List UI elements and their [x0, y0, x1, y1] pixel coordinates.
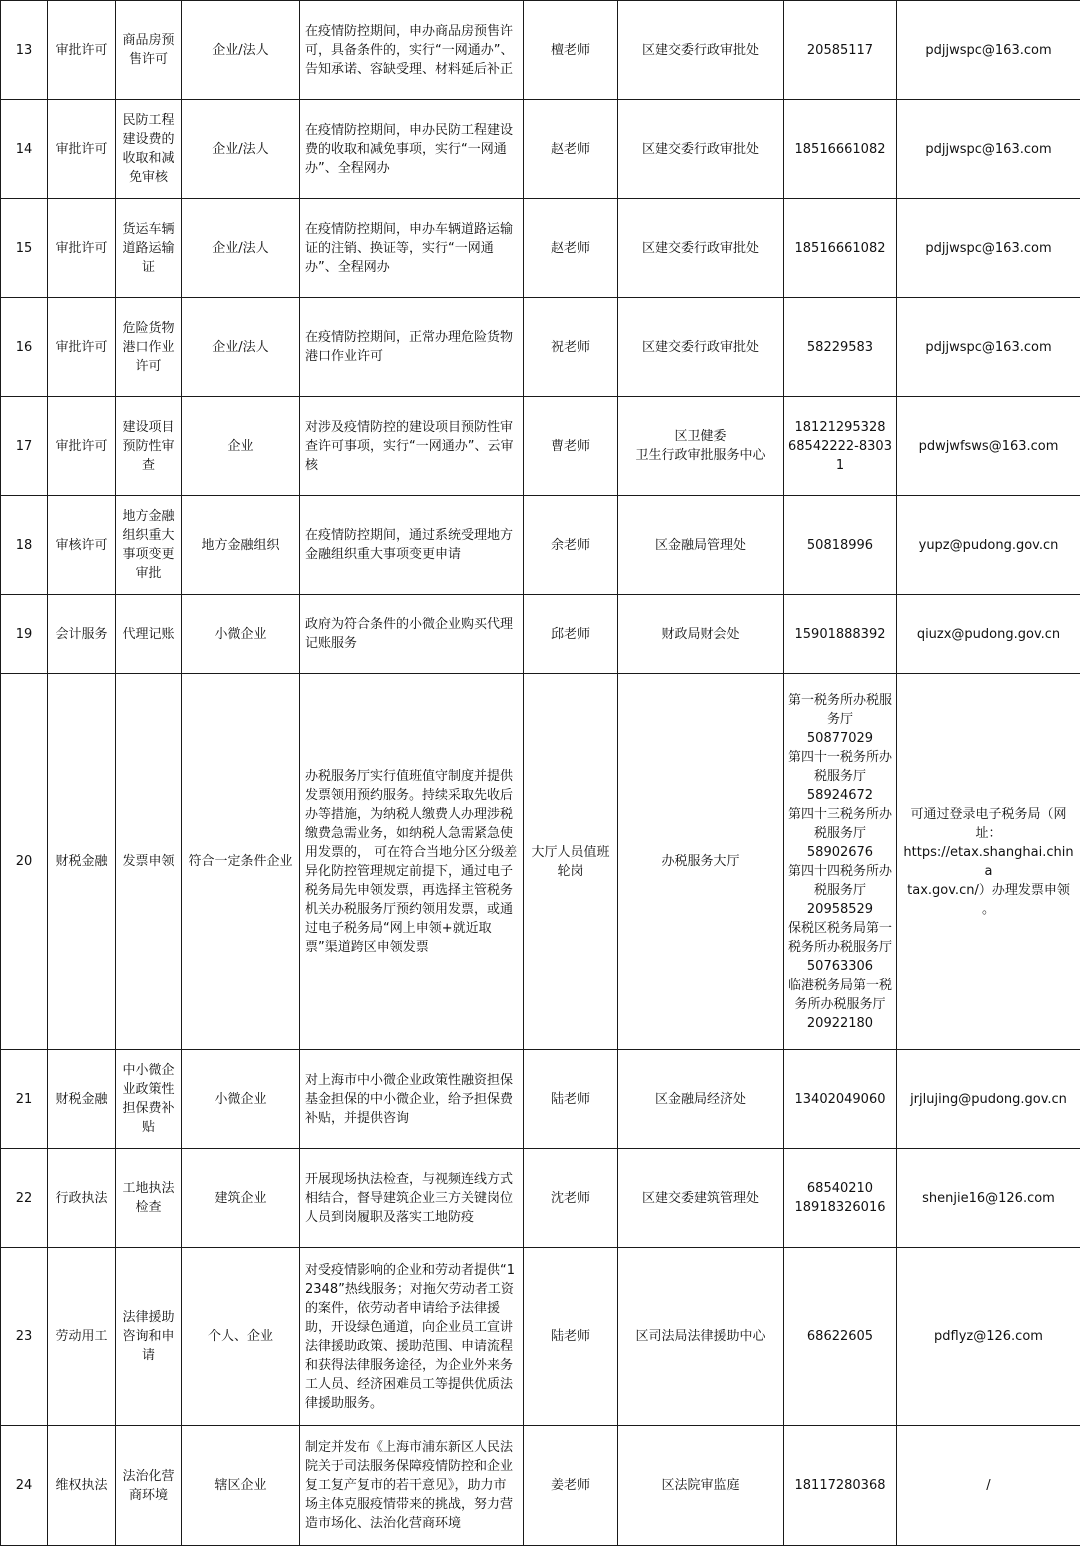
- contact-person-cell: 大厅人员值班轮岗: [524, 674, 618, 1050]
- row-number: 22: [1, 1149, 48, 1248]
- service-item-cell: 代理记账: [116, 595, 182, 674]
- email-cell-line: 可通过登录电子税务局（网: [900, 805, 1077, 824]
- table-row: [1, 199, 1080, 298]
- department-cell: 区建交委行政审批处: [618, 298, 784, 397]
- table-row: [1, 1426, 1080, 1546]
- table-row: [1, 100, 1080, 199]
- email-cell: /: [897, 1426, 1080, 1546]
- phone-cell-line: 临港税务局第一税: [787, 976, 893, 995]
- table-row: [1, 496, 1080, 595]
- table-row: [1, 1, 1080, 100]
- category-cell: 财税金融: [48, 1050, 116, 1149]
- email-cell: pdjjwspc@163.com: [897, 199, 1080, 298]
- email-cell: jrjlujing@pudong.gov.cn: [897, 1050, 1080, 1149]
- phone-cell-line: 18121295328: [787, 418, 893, 437]
- target-group-cell: 小微企业: [182, 1050, 300, 1149]
- department-cell: 区司法局法律援助中心: [618, 1248, 784, 1426]
- target-group-cell: 企业/法人: [182, 1, 300, 100]
- phone-cell-line: 58902676: [787, 843, 893, 862]
- category-cell: 审批许可: [48, 397, 116, 496]
- table-row: [1, 595, 1080, 674]
- table-row: [1, 1248, 1080, 1426]
- table-row: [1, 298, 1080, 397]
- department-cell: 区金融局经济处: [618, 1050, 784, 1149]
- contact-person-cell: 檀老师: [524, 1, 618, 100]
- phone-cell: 18516661082: [784, 199, 897, 298]
- department-cell: [618, 397, 784, 496]
- category-cell: 维权执法: [48, 1426, 116, 1546]
- phone-cell-line: 第一税务所办税服: [787, 691, 893, 710]
- description-cell: 对受疫情影响的企业和劳动者提供“12348”热线服务；对拖欠劳动者工资的案件，依劳动者申请给予法律援助，开设绿色通道，向企业员工宣讲法律援助政策、援助范围、申请流程和获得法律服务途径，为企业外来务工人员、经济困难员工等提供优质法律援助服务。: [300, 1248, 524, 1426]
- phone-cell: 15901888392: [784, 595, 897, 674]
- phone-cell: 18516661082: [784, 100, 897, 199]
- email-cell: pdjjwspc@163.com: [897, 298, 1080, 397]
- department-cell: 区建交委行政审批处: [618, 1, 784, 100]
- target-group-cell: 个人、企业: [182, 1248, 300, 1426]
- service-item-cell: 发票申领: [116, 674, 182, 1050]
- phone-cell: 20585117: [784, 1, 897, 100]
- phone-cell-line: 税服务厅: [787, 824, 893, 843]
- target-group-cell: 企业/法人: [182, 199, 300, 298]
- category-cell: 行政执法: [48, 1149, 116, 1248]
- contact-person-cell: 赵老师: [524, 199, 618, 298]
- row-number: 18: [1, 496, 48, 595]
- contact-person-cell: 陆老师: [524, 1050, 618, 1149]
- table-row: [1, 397, 1080, 496]
- service-item-cell: 危险货物港口作业许可: [116, 298, 182, 397]
- category-cell: 审核许可: [48, 496, 116, 595]
- target-group-cell: 符合一定条件企业: [182, 674, 300, 1050]
- description-cell: 办税服务厅实行值班值守制度并提供发票领用预约服务。持续采取先收后办等措施，为纳税人缴费人办理涉税缴费急需业务，如纳税人急需紧急使用发票的， 可在符合当地分区分级差异化防控管理规定前提下，通过电子税务局先申领发票，再选择主管税务机关办税服务厅预约领用发票，或通过电子税务局“网上申领+就近取票”渠道跨区申领发票: [300, 674, 524, 1050]
- email-cell-line: 。: [900, 900, 1077, 919]
- phone-cell: [784, 397, 897, 496]
- contact-person-cell: 姜老师: [524, 1426, 618, 1546]
- service-item-cell: 法律援助咨询和申请: [116, 1248, 182, 1426]
- description-cell: 政府为符合条件的小微企业购买代理记账服务: [300, 595, 524, 674]
- category-cell: 审批许可: [48, 298, 116, 397]
- description-cell: 对涉及疫情防控的建设项目预防性审查许可事项，实行“一网通办”、云审核: [300, 397, 524, 496]
- email-cell: pdjjwspc@163.com: [897, 1, 1080, 100]
- target-group-cell: 地方金融组织: [182, 496, 300, 595]
- table-row: [1, 674, 1080, 1050]
- service-item-cell: 商品房预售许可: [116, 1, 182, 100]
- service-item-cell: 工地执法检查: [116, 1149, 182, 1248]
- department-cell: 区金融局管理处: [618, 496, 784, 595]
- phone-cell: 50818996: [784, 496, 897, 595]
- phone-cell: 13402049060: [784, 1050, 897, 1149]
- contact-person-cell: 陆老师: [524, 1248, 618, 1426]
- department-cell-line: 区卫健委: [621, 427, 780, 446]
- service-item-cell: 货运车辆道路运输证: [116, 199, 182, 298]
- email-cell: [897, 674, 1080, 1050]
- phone-cell: [784, 674, 897, 1050]
- service-item-cell: 地方金融组织重大事项变更审批: [116, 496, 182, 595]
- service-item-cell: 中小微企业政策性担保费补贴: [116, 1050, 182, 1149]
- phone-cell: 68622605: [784, 1248, 897, 1426]
- category-cell: 会计服务: [48, 595, 116, 674]
- row-number: 19: [1, 595, 48, 674]
- phone-cell-line: 务厅: [787, 710, 893, 729]
- table-row: [1, 1050, 1080, 1149]
- phone-cell-line: 第四十三税务所办: [787, 805, 893, 824]
- department-cell: 区建交委行政审批处: [618, 199, 784, 298]
- phone-cell-line: 第四十四税务所办: [787, 862, 893, 881]
- row-number: 16: [1, 298, 48, 397]
- contact-person-cell: 赵老师: [524, 100, 618, 199]
- phone-cell-line: 68540210: [787, 1179, 893, 1198]
- phone-cell-line: 68542222-83031: [787, 437, 893, 475]
- target-group-cell: 企业/法人: [182, 100, 300, 199]
- row-number: 17: [1, 397, 48, 496]
- department-cell: 区建交委行政审批处: [618, 100, 784, 199]
- phone-cell: [784, 1149, 897, 1248]
- email-cell: qiuzx@pudong.gov.cn: [897, 595, 1080, 674]
- row-number: 21: [1, 1050, 48, 1149]
- department-cell: 区建交委建筑管理处: [618, 1149, 784, 1248]
- row-number: 15: [1, 199, 48, 298]
- description-cell: 对上海市中小微企业政策性融资担保基金担保的中小微企业，给予担保费补贴，并提供咨询: [300, 1050, 524, 1149]
- service-item-cell: 民防工程建设费的收取和减免审核: [116, 100, 182, 199]
- phone-cell-line: 保税区税务局第一: [787, 919, 893, 938]
- department-cell: 区法院审监庭: [618, 1426, 784, 1546]
- target-group-cell: 小微企业: [182, 595, 300, 674]
- phone-cell-line: 税务所办税服务厅: [787, 938, 893, 957]
- row-number: 14: [1, 100, 48, 199]
- phone-cell-line: 18918326016: [787, 1198, 893, 1217]
- target-group-cell: 企业: [182, 397, 300, 496]
- phone-cell-line: 20922180: [787, 1014, 893, 1033]
- category-cell: 审批许可: [48, 1, 116, 100]
- email-cell-line: 址：: [900, 824, 1077, 843]
- phone-cell-line: 50763306: [787, 957, 893, 976]
- category-cell: 劳动用工: [48, 1248, 116, 1426]
- phone-cell-line: 税服务厅: [787, 881, 893, 900]
- email-cell: shenjie16@126.com: [897, 1149, 1080, 1248]
- contact-person-cell: 曹老师: [524, 397, 618, 496]
- phone-cell: 58229583: [784, 298, 897, 397]
- service-item-cell: 法治化营商环境: [116, 1426, 182, 1546]
- row-number: 24: [1, 1426, 48, 1546]
- email-cell: pdflyz@126.com: [897, 1248, 1080, 1426]
- row-number: 20: [1, 674, 48, 1050]
- phone-cell: 18117280368: [784, 1426, 897, 1546]
- phone-cell-line: 58924672: [787, 786, 893, 805]
- phone-cell-line: 20958529: [787, 900, 893, 919]
- description-cell: 在疫情防控期间，申办车辆道路运输证的注销、换证等，实行“一网通办”、全程网办: [300, 199, 524, 298]
- description-cell: 制定并发布《上海市浦东新区人民法院关于司法服务保障疫情防控和企业复工复产复市的若干意见》，助力市场主体克服疫情带来的挑战，努力营造市场化、法治化营商环境: [300, 1426, 524, 1546]
- department-cell: 办税服务大厅: [618, 674, 784, 1050]
- contact-person-cell: 祝老师: [524, 298, 618, 397]
- email-cell: pdjjwspc@163.com: [897, 100, 1080, 199]
- description-cell: 在疫情防控期间，申办商品房预售许可，具备条件的，实行“一网通办”、告知承诺、容缺受理、材料延后补正: [300, 1, 524, 100]
- description-cell: 在疫情防控期间，正常办理危险货物港口作业许可: [300, 298, 524, 397]
- department-cell-line: 卫生行政审批服务中心: [621, 446, 780, 465]
- target-group-cell: 建筑企业: [182, 1149, 300, 1248]
- phone-cell-line: 50877029: [787, 729, 893, 748]
- category-cell: 审批许可: [48, 100, 116, 199]
- service-item-cell: 建设项目预防性审查: [116, 397, 182, 496]
- target-group-cell: 企业/法人: [182, 298, 300, 397]
- contact-person-cell: 余老师: [524, 496, 618, 595]
- email-cell: pdwjwfsws@163.com: [897, 397, 1080, 496]
- contact-person-cell: 沈老师: [524, 1149, 618, 1248]
- table-body: [1, 1, 1080, 1546]
- contact-person-cell: 邱老师: [524, 595, 618, 674]
- email-cell-line: tax.gov.cn/）办理发票申领: [900, 881, 1077, 900]
- phone-cell-line: 务所办税服务厅: [787, 995, 893, 1014]
- department-cell: 财政局财会处: [618, 595, 784, 674]
- description-cell: 在疫情防控期间，申办民防工程建设费的收取和减免事项，实行“一网通办”、全程网办: [300, 100, 524, 199]
- row-number: 23: [1, 1248, 48, 1426]
- description-cell: 开展现场执法检查，与视频连线方式相结合，督导建筑企业三方关键岗位人员到岗履职及落实工地防疫: [300, 1149, 524, 1248]
- email-cell: yupz@pudong.gov.cn: [897, 496, 1080, 595]
- category-cell: 审批许可: [48, 199, 116, 298]
- target-group-cell: 辖区企业: [182, 1426, 300, 1546]
- description-cell: 在疫情防控期间，通过系统受理地方金融组织重大事项变更申请: [300, 496, 524, 595]
- table-row: [1, 1149, 1080, 1248]
- category-cell: 财税金融: [48, 674, 116, 1050]
- email-cell-line: https://etax.shanghai.china: [900, 843, 1077, 881]
- phone-cell-line: 第四十一税务所办: [787, 748, 893, 767]
- row-number: 13: [1, 1, 48, 100]
- phone-cell-line: 税服务厅: [787, 767, 893, 786]
